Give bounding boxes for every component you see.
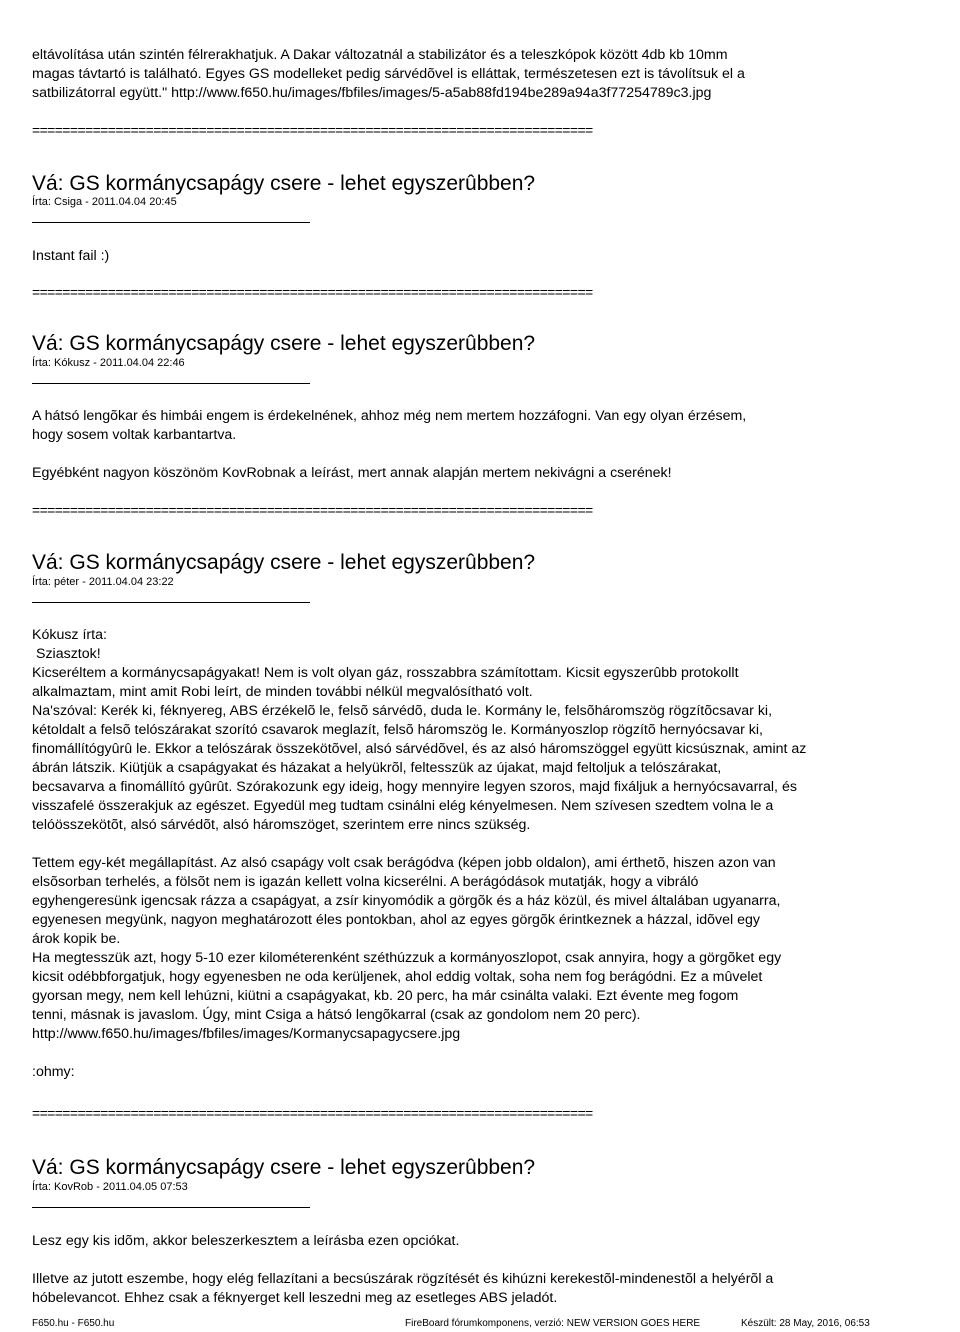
post-line: alkalmaztam, mint amit Robi leírt, de minden további nélkül megvalósítható volt. — [32, 684, 533, 700]
post-meta: Írta: péter - 2011.04.04 23:22 — [32, 576, 174, 588]
post-line: gyorsan megy, nem kell lehúzni, kiütni a csapágyakat, kb. 20 perc, ha már csinálta valaki. Ezt évente meg fogom — [32, 988, 739, 1004]
post-line: kicsit odébbforgatjuk, hogy egyenesben ne oda kerüljenek, ahol eddig voltak, soha nem fog berágódni. Ez a mûvelet — [32, 969, 763, 985]
post-line: árok kopik be. — [32, 931, 121, 947]
post-line: Kicseréltem a kormánycsapágyakat! Nem is volt olyan gáz, rosszabbra számítottam. Kicsit egyszerûbb protokollt — [32, 665, 739, 681]
footer-site: F650.hu - F650.hu — [32, 1318, 115, 1329]
separator: ========================================================================== — [32, 284, 593, 300]
quote-author: Kókusz írta: — [32, 627, 107, 643]
intro-line: magas távtartó is található. Egyes GS modelleket pedig sárvédõvel is elláttak, természetesen ezt is távolítsuk el a — [32, 66, 745, 82]
post-line: finomállítógyûrû le. Ekkor a telószárak összekötõvel, alsó sárvédõvel, és az alsó háromszöggel együtt kicsúsznak, amint az — [32, 741, 807, 757]
post-meta: Írta: Kókusz - 2011.04.04 22:46 — [32, 357, 185, 369]
post-title: Vá: GS kormánycsapágy csere - lehet egyszerûbben? — [32, 1156, 536, 1179]
post-line: :ohmy: — [32, 1064, 75, 1080]
post-line: Lesz egy kis idõm, akkor beleszerkesztem a leírásba ezen opciókat. — [32, 1233, 460, 1249]
post-line: Illetve az jutott eszembe, hogy elég fellazítani a becsúszárak rögzítését és kihúzni kerekestõl-mindenestõl a helyérõl a — [32, 1271, 774, 1287]
post-rule — [32, 222, 310, 223]
post-line: Sziasztok! — [36, 646, 101, 662]
post-line: A hátsó lengõkar és himbái engem is érdekelnének, ahhoz még nem mertem hozzáfogni. Van egy olyan érzésem, — [32, 408, 747, 424]
footer-credit: FireBoard fórumkomponens, verzió: NEW VERSION GOES HERE — [405, 1318, 701, 1329]
footer-date: Készült: 28 May, 2016, 06:53 — [741, 1318, 870, 1329]
post-rule — [32, 602, 310, 603]
separator: ========================================================================== — [32, 1105, 593, 1121]
post-line: Tettem egy-két megállapítást. Az alsó csapágy volt csak berágódva (képen jobb oldalon), ami érthetõ, hiszen azon van — [32, 855, 776, 871]
post-title: Vá: GS kormánycsapágy csere - lehet egyszerûbben? — [32, 332, 536, 355]
post-meta: Írta: Csiga - 2011.04.04 20:45 — [32, 196, 177, 208]
post-rule — [32, 1207, 310, 1208]
image-link[interactable]: http://www.f650.hu/images/fbfiles/images/Kormanycsapagycsere.jpg — [32, 1026, 461, 1042]
post-line: egyenesen megyünk, nagyon meghatározott éles pontokban, ahol az egyes görgõk érintkeznek a házzal, idõvel egy — [32, 912, 760, 928]
post-line: telóösszekötõt, alsó sárvédõt, alsó háromszöget, szerintem erre nincs szükség. — [32, 817, 531, 833]
post-line: Egyébként nagyon köszönöm KovRobnak a leírást, mert annak alapján mertem nekivágni a cserének! — [32, 465, 672, 481]
post-rule — [32, 383, 310, 384]
post-line: Instant fail :) — [32, 248, 110, 264]
post-line: ábrán látszik. Kiütjük a csapágyakat és házakat a helyükrõl, feltesszük az újakat, majd feltoljuk a telószárakat, — [32, 760, 722, 776]
post-line: egyhengeresünk igencsak rázza a csapágyat, a zsír kinyomódik a görgõk és a ház közül, és mivel általában ugyanarra, — [32, 893, 781, 909]
post-line: tenni, másnak is javaslom. Úgy, mint Csiga a hátsó lengõkarral (csak az gondolom nem 20 perc). — [32, 1007, 641, 1023]
post-meta: Írta: KovRob - 2011.04.05 07:53 — [32, 1181, 188, 1193]
post-line: hogy sosem voltak karbantartva. — [32, 427, 237, 443]
post-line: visszafelé összerakjuk az egészet. Egyedül meg tudtam csinálni elég kényelmesen. Nem szívesen szedtem volna le a — [32, 798, 774, 814]
post-line: Ha megtesszük azt, hogy 5-10 ezer kilométerenként széthúzzuk a kormányoszlopot, csak annyira, hogy a görgõket egy — [32, 950, 782, 966]
intro-line: satbilizátorral együtt." http://www.f650.hu/images/fbfiles/images/5-a5ab88fd194be289a94a3f77254789c3.jpg — [32, 85, 712, 101]
post-line: hóbelevancot. Ehhez csak a féknyerget kell leszedni meg az esetleges ABS jeladót. — [32, 1290, 558, 1306]
post-line: Na'szóval: Kerék ki, féknyereg, ABS érzékelõ le, felsõ sárvédõ, duda le. Kormány le, felsõháromszög rögzítõcsavar ki, — [32, 703, 773, 719]
post-line: kétoldalt a felsõ telószárakat szorító csavarok meglazít, felsõ háromszög le. Kormányoszlop rögzítõ hernyócsavar ki, — [32, 722, 763, 738]
intro-line: eltávolítása után szintén félrerakhatjuk. A Dakar változatnál a stabilizátor és a teleszkópok között 4db kb 10mm — [32, 47, 728, 63]
separator: ========================================================================== — [32, 122, 593, 138]
post-title: Vá: GS kormánycsapágy csere - lehet egyszerûbben? — [32, 172, 536, 195]
post-line: becsavarva a finomállító gyûrût. Szórakozunk egy ideig, hogy mennyire legyen szoros, majd fixáljuk a hernyócsavarral, és — [32, 779, 797, 795]
separator: ========================================================================== — [32, 502, 593, 518]
post-line: elsõsorban terhelés, a fölsõt nem is igazán kellett volna kicserélni. A berágódások mutatják, hogy a vibráló — [32, 874, 699, 890]
post-title: Vá: GS kormánycsapágy csere - lehet egyszerûbben? — [32, 551, 536, 574]
